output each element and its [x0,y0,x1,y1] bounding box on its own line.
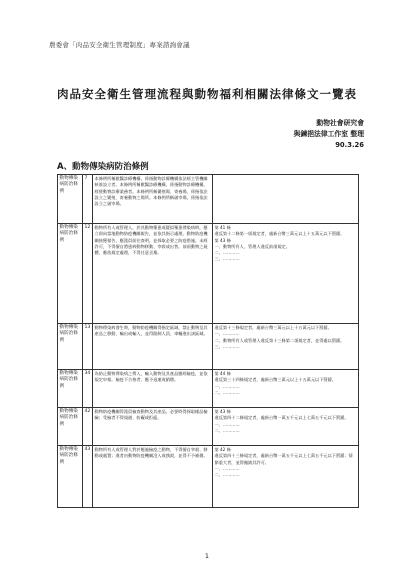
table-row [58,408,359,446]
meeting-header: 農委會「肉品安全衛生管理制度」專案諮詢會議 [49,41,190,49]
article-number-cell: 12 [83,224,93,324]
article-content-cell: 為防止動物傳染病之傳入，輸入動物及其產品應經檢疫，並依規定申報。檢疫不合格者，應予退運或銷燬。 [93,370,213,408]
law-table [57,174,359,508]
law-name-cell: 動物傳染病防治條例 [58,370,83,408]
table-row [58,175,359,224]
law-name-cell: 動物傳染病防治條例 [58,408,83,446]
article-content-cell: 動物所有人或管理人，於其動物罹患或疑似罹患傳染病時，應立即向當地動物防疫機關報告，並依其指示處理。動物防疫機關接獲報告，應派員前往查明，並採取必要之防疫措施。未經許可，不得擅自將患病動物移動、宰殺或出售。前項動物之屍體，應依規定處理，不得任意丟棄。 [93,224,213,324]
article-content-cell: 本條例所稱獸醫診療機構，係指動物診療機構依法經主管機關核准設立者。本條例所稱獸醫診療機構，係指動物診療機構，經營動物診療業務者。本條例所稱繁殖場、寄養場，係指依法設立之繁殖、寄養動物之場所。本條例所稱屠宰場，係指依法設立之屠宰場。 [93,175,213,224]
table-row [58,324,359,370]
article-number-cell: 43 [83,446,93,508]
org-editor: 與鍊挹法律工作室 整理 [293,130,364,138]
penalty-cell: 第 42 條 違反第四十三條規定者，處新台幣一萬五千元以上七萬五千元以下罰鍰；情節重大者，並得撤銷其許可。 一、………… 二、………… [213,446,359,508]
table-row [58,224,359,324]
article-content-cell: 動物防疫機關得派員檢查動物及其產品，必要時得採取樣品檢驗；受檢者不得規避、妨礙或拒絕。 [93,408,213,446]
document-title: 肉品安全衛生管理流程與動物福利相關法律條文一覽表 [57,87,357,101]
law-name-cell: 動物傳染病防治條例 [58,224,83,324]
penalty-cell: 第 41 條 違反第十二條第一項規定者，處新台幣三萬元以上十五萬元以下罰鍰。 第 43 條 一、動物所有人、管理人違反前項規定。 二、………… 三、………… [213,224,359,324]
org-name: 動物社會研究會 [316,119,364,127]
table-row [58,370,359,408]
organization-block [294,118,364,151]
penalty-cell: 第 44 條 違反第三十四條規定者，處新台幣三萬元以上十五萬元以下罰鍰。 一、………… 二、………… [213,370,359,408]
table-row [58,446,359,508]
org-date: 90.3.26 [335,141,364,149]
law-name-cell: 動物傳染病防治條例 [58,175,83,224]
article-number-cell: 34 [83,370,93,408]
article-number-cell: 13 [83,324,93,370]
article-content-cell: 動物所有人或管理人對於應施檢疫之動物，不得擅自宰殺、移動或處置；違者由動物防疫機關沒入或撲殺，並得不予補償。 [93,446,213,508]
section-title: A、動物傳染病防治條例 [57,162,149,172]
penalty-cell [213,175,359,224]
penalty-cell: 違反第十三條規定者，處新台幣三萬元以上十五萬元以下罰鍰。 一、………… 二、動物所有人或管理人違反第十三條第二項規定者，並得處以罰鍰。 三、………… [213,324,359,370]
article-number-cell: 42 [83,408,93,446]
law-name-cell: 動物傳染病防治條例 [58,324,83,370]
page-number: 1 [204,552,210,560]
article-number-cell: 7 [83,175,93,224]
law-name-cell: 動物傳染病防治條例 [58,446,83,508]
article-content-cell: 動物傳染病發生時，動物防疫機關得指定區域，禁止動物及其產品之移動、輸出或輸入，並得限制人員、車輛進出該區域。 [93,324,213,370]
penalty-cell: 第 43 條 違反第四十二條規定者，處新台幣一萬五千元以上七萬五千元以下罰鍰。 一、………… 二、………… [213,408,359,446]
